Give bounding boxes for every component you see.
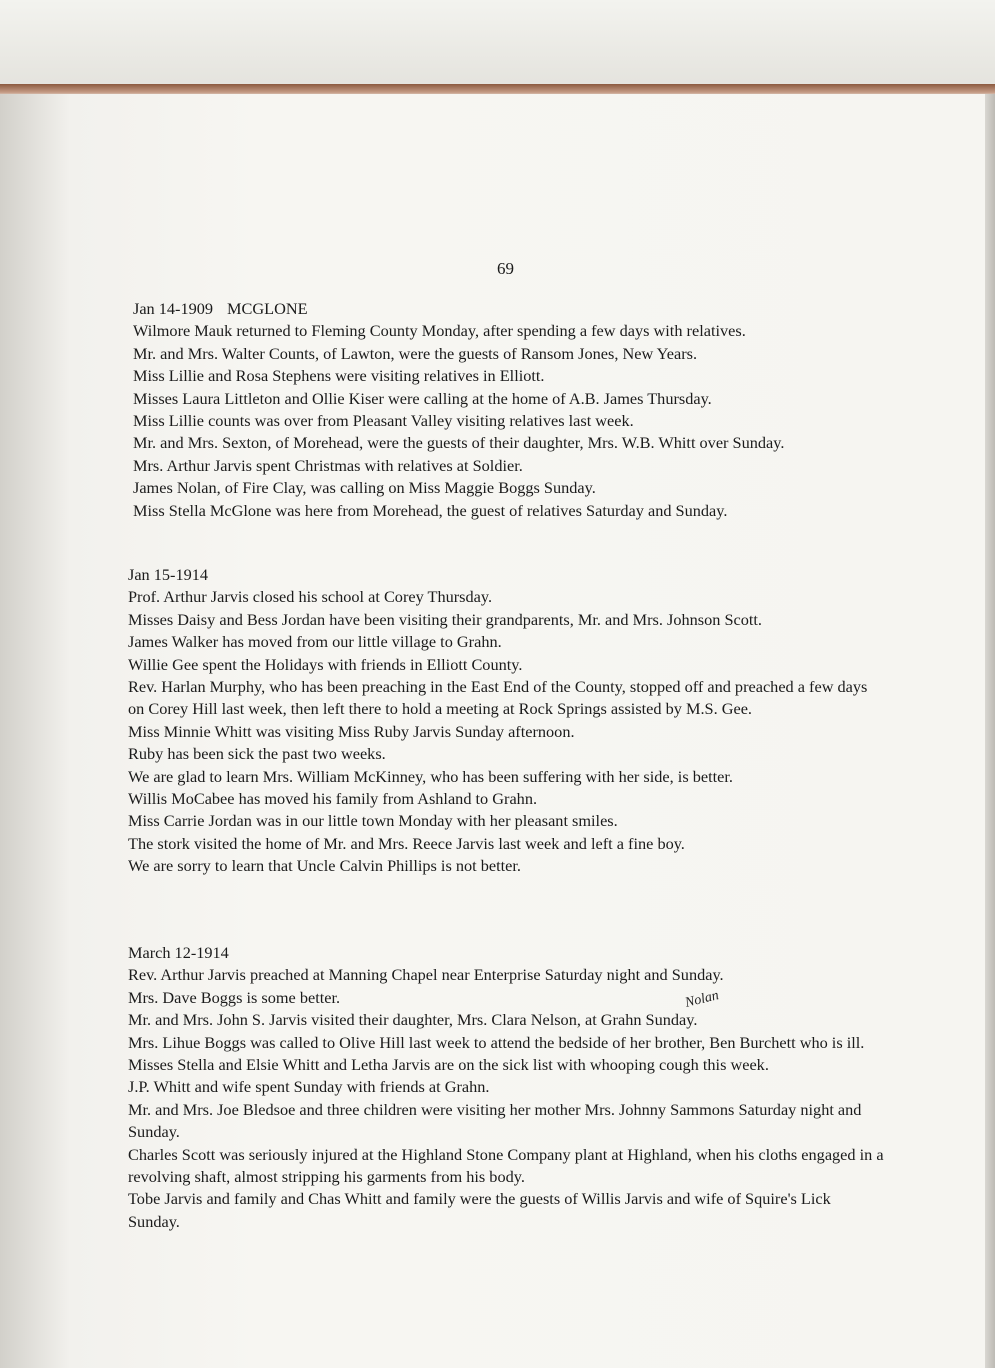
news-entry: Miss Lillie counts was over from Pleasant Valley visiting relatives last week. (133, 411, 634, 431)
news-entry: Mrs. Lihue Boggs was called to Olive Hill last week to attend the bedside of her brother, Ben Burchett who is ill. (128, 1032, 865, 1052)
news-entry: Mrs. Dave Boggs is some better. (128, 987, 341, 1007)
section-heading (126, 298, 886, 320)
news-entry: Miss Carrie Jordan was in our little town Monday with her pleasant smiles. (128, 811, 618, 831)
news-entry: James Nolan, of Fire Clay, was calling on Miss Maggie Boggs Sunday. (133, 478, 596, 498)
news-entry: We are sorry to learn that Uncle Calvin Phillips is not better. (128, 856, 521, 876)
news-section-jan-1909 (126, 298, 886, 522)
section-date: Jan 15-1914 (128, 565, 209, 584)
news-entry: Ruby has been sick the past two weeks. (128, 744, 386, 764)
news-entry: Mr. and Mrs. Walter Counts, of Lawton, were the guests of Ransom Jones, New Years. (133, 343, 698, 363)
news-section-jan-1914 (126, 564, 886, 878)
news-entry: Mr. and Mrs. Sexton, of Morehead, were the guests of their daughter, Mrs. W.B. Whitt over Sunday. (133, 433, 785, 453)
section-heading (126, 942, 886, 964)
news-entry: We are glad to learn Mrs. William McKinney, who has been suffering with her side, is better. (128, 766, 733, 786)
news-entry: Miss Lillie and Rosa Stephens were visiting relatives in Elliott. (133, 366, 545, 386)
news-entry: Misses Stella and Elsie Whitt and Letha Jarvis are on the sick list with whooping cough this week. (128, 1055, 769, 1075)
news-entry: J.P. Whitt and wife spent Sunday with friends at Grahn. (128, 1077, 490, 1097)
news-entry: Willie Gee spent the Holidays with friends in Elliott County. (128, 654, 523, 674)
news-section-march-1914 (126, 942, 886, 1233)
news-entry: Miss Stella McGlone was here from Morehead, the guest of relatives Saturday and Sunday. (133, 500, 728, 520)
news-entry: James Walker has moved from our little village to Grahn. (128, 632, 502, 652)
news-entry: Mrs. Arthur Jarvis spent Christmas with relatives at Soldier. (133, 455, 523, 475)
page-number: 69 (497, 259, 514, 278)
scan-background (0, 0, 995, 88)
section-date: Jan 14-1909 (133, 299, 214, 318)
news-entry: Willis MoCabee has moved his family from Ashland to Grahn. (128, 789, 538, 809)
news-entry: Rev. Arthur Jarvis preached at Manning Chapel near Enterprise Saturday night and Sunday. (128, 965, 724, 985)
section-date: March 12-1914 (128, 943, 229, 962)
section-place: MCGLONE (227, 299, 308, 318)
news-entry: Prof. Arthur Jarvis closed his school at Corey Thursday. (128, 587, 493, 607)
news-entry: Wilmore Mauk returned to Fleming County Monday, after spending a few days with relatives. (133, 321, 746, 341)
page-right-edge (985, 94, 995, 1368)
news-entry: Rev. Harlan Murphy, who has been preaching in the East End of the County, stopped off and preached a few days on Corey Hill last week, then left there to hold a meeting at Rock Springs assisted by M.S. Gee. (128, 677, 868, 719)
news-entry: Tobe Jarvis and family and Chas Whitt and family were the guests of Willis Jarvis and wife of Squire's Lick Sunday. (128, 1189, 831, 1231)
handwritten-note: Nolan (683, 988, 721, 1011)
news-entry: Mr. and Mrs. John S. Jarvis visited their daughter, Mrs. Clara Nelson, at Grahn Sunday. (128, 1010, 698, 1030)
news-entry: The stork visited the home of Mr. and Mrs. Reece Jarvis last week and left a fine boy. (128, 833, 685, 853)
news-entry: Misses Laura Littleton and Ollie Kiser were calling at the home of A.B. James Thursday. (133, 388, 712, 408)
news-entry: Misses Daisy and Bess Jordan have been visiting their grandparents, Mr. and Mrs. Johnson Scott. (128, 609, 762, 629)
section-heading (126, 564, 886, 586)
news-entry: Miss Minnie Whitt was visiting Miss Ruby Jarvis Sunday afternoon. (128, 721, 575, 741)
news-entry: Charles Scott was seriously injured at the Highland Stone Company plant at Highland, when his cloths engaged in a revolving shaft, almost stripping his garments from his body. (128, 1144, 884, 1187)
news-entry: Mr. and Mrs. Joe Bledsoe and three children were visiting her mother Mrs. Johnny Sammons Saturday night and Sunday. (128, 1099, 862, 1142)
